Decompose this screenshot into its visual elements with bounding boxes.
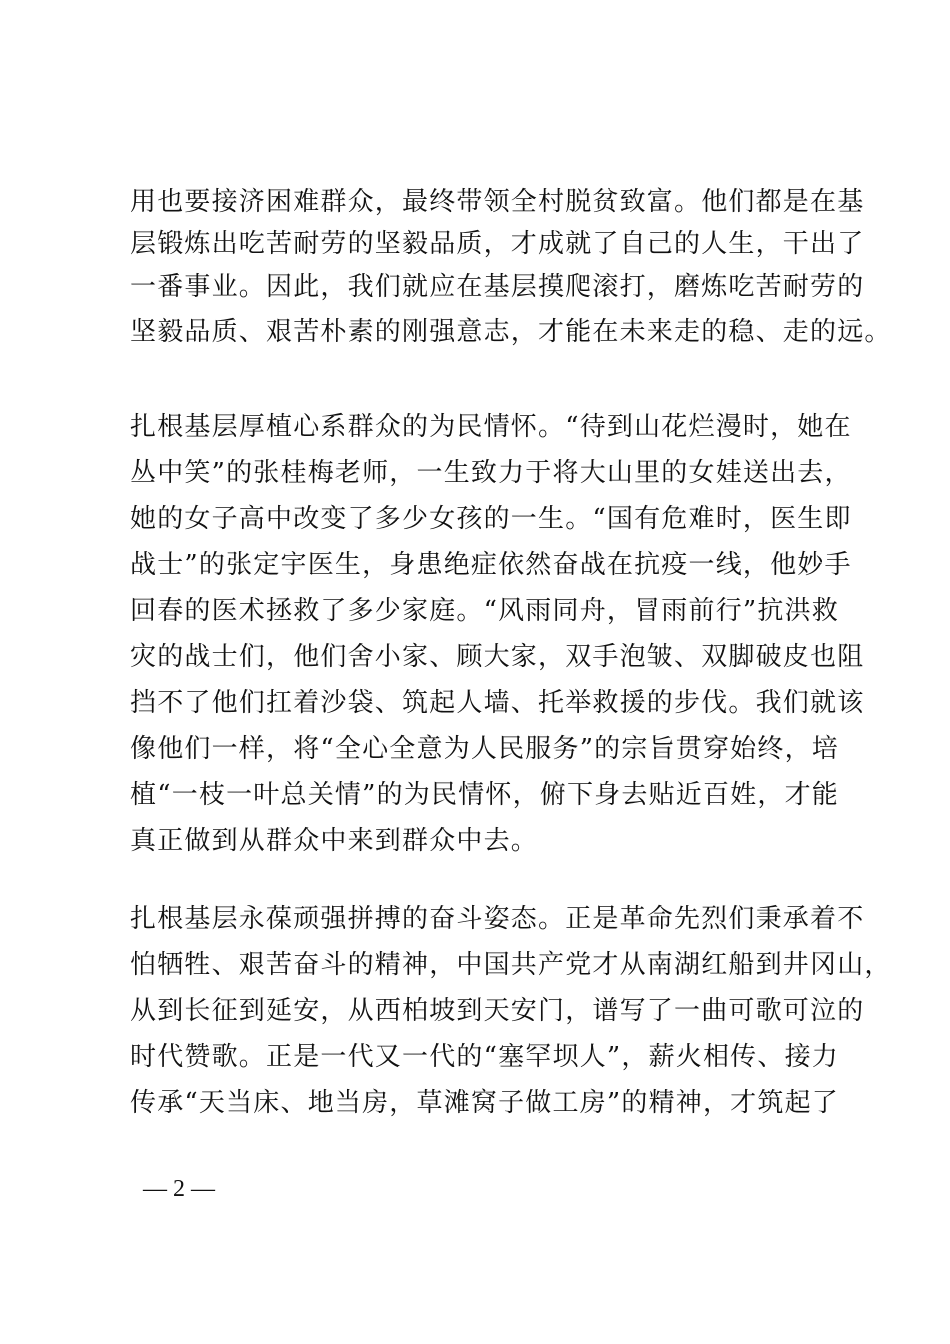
text-line: 植“一枝一叶总关情”的为民情怀，俯下身去贴近百姓，才能 [130,780,839,810]
text-line: 像他们一样，将“全心全意为人民服务”的宗旨贯穿始终，培 [130,734,839,764]
text-line: 真正做到从群众中来到群众中去。 [130,826,539,856]
text-line: 怕牺牲、艰苦奋斗的精神，中国共产党才从南湖红船到井冈山， [130,950,892,980]
text-line: 从到长征到延安，从西柏坡到天安门，谱写了一曲可歌可泣的 [130,996,865,1026]
text-line: 用也要接济困难群众，最终带领全村脱贫致富。他们都是在基 [130,187,865,217]
text-line: 灾的战士们，他们舍小家、顾大家，双手泡皱、双脚破皮也阻 [130,642,865,672]
text-line: 回春的医术拯救了多少家庭。“风雨同舟，冒雨前行”抗洪救 [130,596,839,626]
text-line: 传承“天当床、地当房，草滩窝子做工房”的精神，才筑起了 [130,1088,839,1118]
text-line: 时代赞歌。正是一代又一代的“塞罕坝人”，薪火相传、接力 [130,1042,839,1072]
text-line: 战士”的张定宇医生，身患绝症依然奋战在抗疫一线，他妙手 [130,550,852,580]
text-line: 扎根基层厚植心系群众的为民情怀。“待到山花烂漫时，她在 [130,412,852,442]
page-number: — 2 — [143,1176,215,1202]
text-line: 挡不了他们扛着沙袋、筑起人墙、托举救援的步伐。我们就该 [130,688,865,718]
text-line: 丛中笑”的张桂梅老师，一生致力于将大山里的女娃送出去， [130,458,852,488]
text-line: 坚毅品质、艰苦朴素的刚强意志，才能在未来走的稳、走的远。 [130,317,892,347]
text-line: 她的女子高中改变了多少女孩的一生。“国有危难时，医生即 [130,504,852,534]
text-line: 扎根基层永葆顽强拼搏的奋斗姿态。正是革命先烈们秉承着不 [130,904,865,934]
text-line: 一番事业。因此，我们就应在基层摸爬滚打，磨炼吃苦耐劳的 [130,272,865,302]
text-line: 层锻炼出吃苦耐劳的坚毅品质，才成就了自己的人生，干出了 [130,229,865,259]
